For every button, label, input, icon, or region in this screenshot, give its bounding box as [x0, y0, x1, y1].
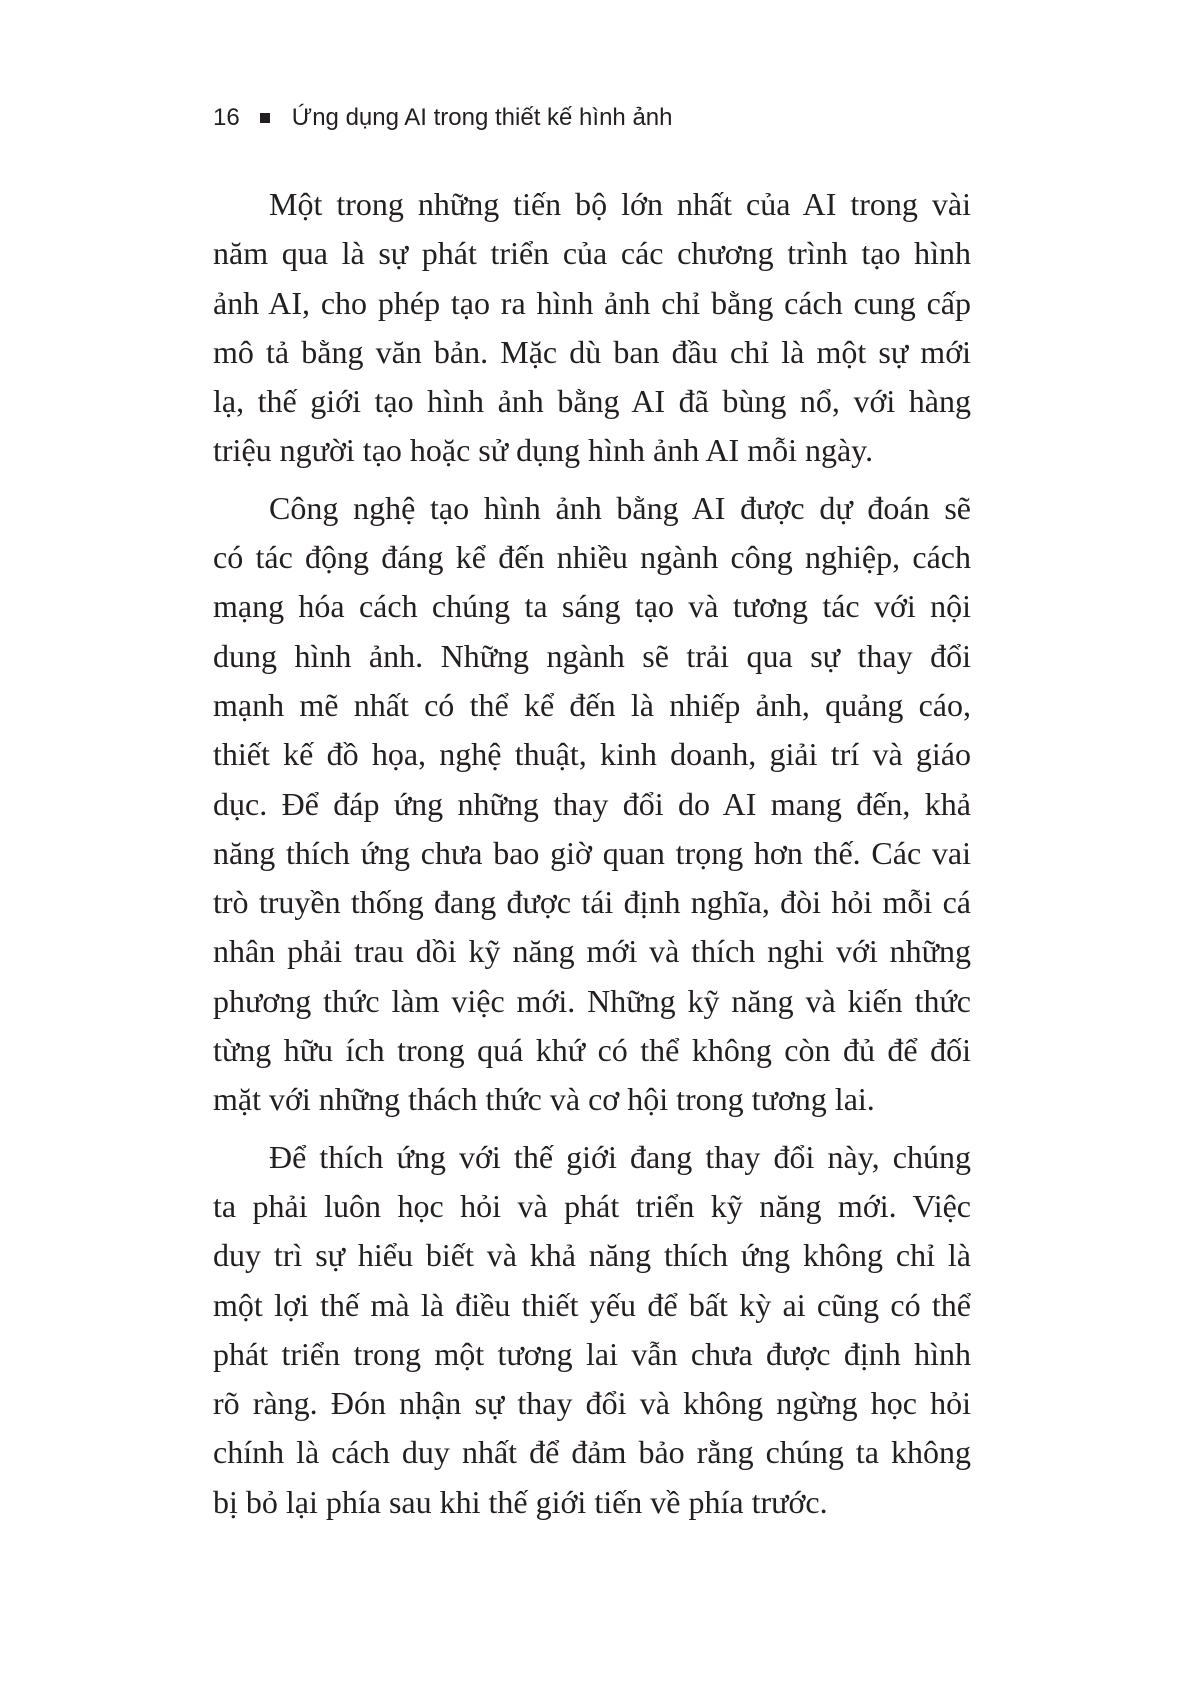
text-line: năm qua là sự phát triển của các chương trình tạo hình	[213, 235, 971, 272]
text-line: ta phải luôn học hỏi và phát triển kỹ năng mới. Việc	[213, 1187, 971, 1224]
running-header	[213, 104, 672, 132]
text-line: dung hình ảnh. Những ngành sẽ trải qua sự thay đổi	[213, 637, 971, 674]
text-line: lạ, thế giới tạo hình ảnh bằng AI đã bùng nổ, với hàng	[213, 383, 971, 420]
text-line: Để thích ứng với thế giới đang thay đổi này, chúng	[269, 1138, 971, 1175]
text-line: chính là cách duy nhất để đảm bảo rằng chúng ta không	[213, 1434, 971, 1471]
square-bullet-icon	[260, 113, 270, 123]
text-line: mô tả bằng văn bản. Mặc dù ban đầu chỉ là một sự mới	[213, 333, 971, 370]
text-line: dục. Để đáp ứng những thay đổi do AI mang đến, khả	[213, 785, 971, 822]
text-line: duy trì sự hiểu biết và khả năng thích ứng không chỉ là	[213, 1237, 971, 1274]
paragraph	[213, 180, 971, 476]
text-line: phương thức làm việc mới. Những kỹ năng và kiến thức	[213, 982, 971, 1019]
text-line: từng hữu ích trong quá khứ có thể không còn đủ để đối	[213, 1032, 971, 1069]
text-line: mạng hóa cách chúng ta sáng tạo và tương tác với nội	[213, 588, 971, 625]
text-line: mạnh mẽ nhất có thể kể đến là nhiếp ảnh, quảng cáo,	[213, 686, 971, 723]
text-line: triệu người tạo hoặc sử dụng hình ảnh AI mỗi ngày.	[213, 432, 874, 469]
text-line: thiết kế đồ họa, nghệ thuật, kinh doanh, giải trí và giáo	[213, 736, 971, 773]
text-line: nhân phải trau dồi kỹ năng mới và thích nghi với những	[213, 933, 971, 970]
text-line: trò truyền thống đang được tái định nghĩa, đòi hỏi mỗi cá	[213, 884, 971, 921]
text-line: có tác động đáng kể đến nhiều ngành công nghiệp, cách	[213, 539, 971, 576]
body-text	[213, 180, 971, 1535]
text-line: ảnh AI, cho phép tạo ra hình ảnh chỉ bằng cách cung cấp	[213, 284, 971, 321]
text-line: Công nghệ tạo hình ảnh bằng AI được dự đoán sẽ	[269, 489, 971, 526]
text-line: phát triển trong một tương lai vẫn chưa được định hình	[213, 1335, 971, 1372]
paragraph	[213, 484, 971, 1125]
paragraph	[213, 1133, 971, 1527]
page-number: 16	[213, 104, 240, 131]
text-line: rõ ràng. Đón nhận sự thay đổi và không ngừng học hỏi	[213, 1385, 971, 1422]
running-title: Ứng dụng AI trong thiết kế hình ảnh	[291, 104, 673, 131]
text-line: một lợi thế mà là điều thiết yếu để bất kỳ ai cũng có thể	[213, 1286, 971, 1323]
text-line: mặt với những thách thức và cơ hội trong tương lai.	[213, 1081, 875, 1118]
text-line: năng thích ứng chưa bao giờ quan trọng hơn thế. Các vai	[213, 834, 971, 871]
text-line: bị bỏ lại phía sau khi thế giới tiến về phía trước.	[213, 1483, 828, 1520]
text-line: Một trong những tiến bộ lớn nhất của AI trong vài	[269, 186, 971, 222]
